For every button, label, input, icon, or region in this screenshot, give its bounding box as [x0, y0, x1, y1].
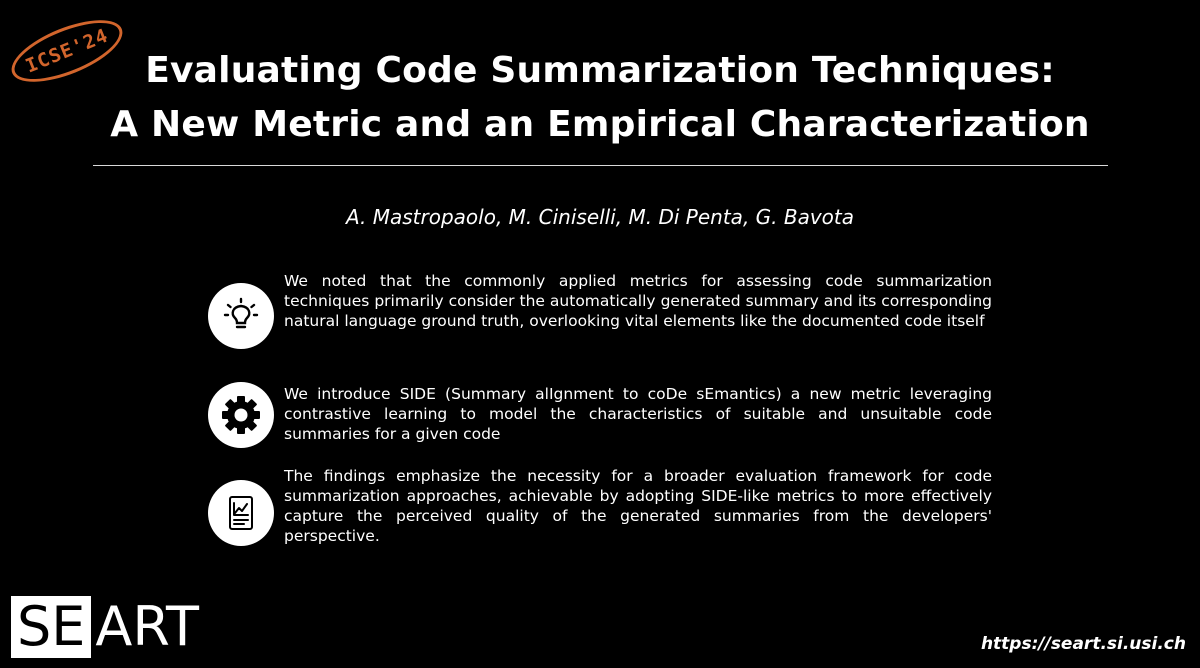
website-url[interactable]: https://seart.si.usi.ch [980, 634, 1186, 654]
point-2 [208, 384, 992, 448]
point-1-text: We noted that the commonly applied metrics for assessing code summarization techniques primarily consider the automatically generated summary and its corresponding natural language ground truth, overlooking vital elements like the documented code itself [284, 272, 992, 330]
authors: A. Mastropaolo, M. Ciniselli, M. Di Penta, G. Bavota [345, 205, 855, 229]
title-divider [93, 165, 1108, 166]
badge-text: ICSE'24 [22, 24, 112, 78]
lightbulb-icon [208, 283, 274, 349]
logo-se: SE [11, 596, 91, 658]
report-chart-icon [208, 480, 274, 546]
gear-icon [208, 382, 274, 448]
point-3-text: The findings emphasize the necessity for a broader evaluation framework for code summarization approaches, achievable by adopting SIDE-like metrics to more effectively capture the perceived quality of the generated summaries from the developers' perspective. [284, 467, 992, 545]
title-line-2: A New Metric and an Empirical Characterization [110, 104, 1090, 145]
title-line-1: Evaluating Code Summarization Techniques: [145, 50, 1055, 91]
point-1 [208, 271, 992, 349]
point-3 [208, 466, 992, 546]
seart-logo [11, 596, 199, 658]
point-2-text: We introduce SIDE (Summary alIgnment to coDe sEmantics) a new metric leveraging contrastive learning to model the characteristics of suitable and unsuitable code summaries for a given code [284, 385, 992, 443]
page-title [0, 44, 1200, 152]
logo-art: ART [95, 595, 199, 658]
